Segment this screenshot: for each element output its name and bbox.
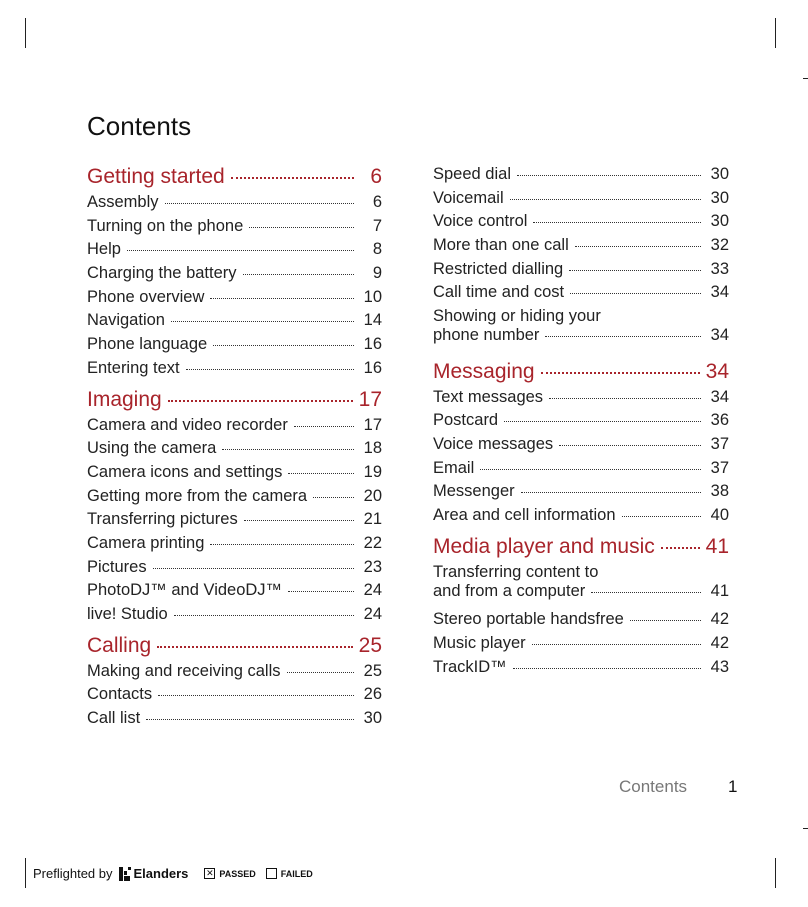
toc-entry[interactable]: Call time and cost 34	[433, 283, 729, 302]
toc-entry[interactable]: Phone overview 10	[87, 287, 382, 306]
toc-section-heading[interactable]: Imaging 17	[87, 387, 382, 411]
toc-entry[interactable]: Showing or hiding your phone number 34	[433, 307, 729, 345]
toc-entry[interactable]: Camera icons and settings 19	[87, 462, 382, 481]
preflight-brand: Elanders	[133, 866, 189, 881]
preflight-stamp	[33, 866, 323, 881]
toc-entry[interactable]: More than one call 32	[433, 236, 729, 255]
crop-mark	[803, 78, 808, 79]
toc-entry[interactable]: Making and receiving calls 25	[87, 661, 382, 680]
toc-entry[interactable]: Messenger 38	[433, 482, 729, 501]
passed-label: PASSED	[219, 868, 256, 879]
toc-entry[interactable]: PhotoDJ™ and VideoDJ™ 24	[87, 581, 382, 600]
footer-section-label: Contents	[619, 777, 688, 796]
toc-entry-list	[87, 193, 382, 383]
toc-entry[interactable]: Camera printing 22	[87, 533, 382, 552]
toc-entry[interactable]: Transferring content to and from a computer 41	[433, 562, 729, 600]
passed-checkbox: ✕	[206, 868, 214, 878]
toc-entry[interactable]: Transferring pictures 21	[87, 510, 382, 529]
crop-mark	[25, 18, 26, 48]
toc-entry[interactable]: Speed dial 30	[433, 165, 729, 183]
toc-entry-list	[433, 563, 729, 682]
toc-entry-list	[87, 662, 382, 733]
toc-entry[interactable]: Voice messages 37	[433, 435, 729, 453]
toc-section-heading[interactable]: Getting started 6	[87, 165, 382, 188]
crop-mark	[25, 858, 26, 888]
page-number: 1	[728, 777, 738, 796]
toc-entry[interactable]: Help 8	[87, 240, 382, 259]
failed-checkbox	[266, 868, 277, 879]
toc-left-column	[87, 165, 382, 733]
crop-mark	[775, 18, 776, 48]
toc-entry[interactable]: Getting more from the camera 20	[87, 486, 382, 505]
toc-section-heading[interactable]: Media player and music 41	[433, 534, 729, 558]
toc-entry[interactable]: live! Studio 24	[87, 605, 382, 623]
toc-entry[interactable]: Turning on the phone 7	[87, 216, 382, 235]
toc-entry[interactable]: Voicemail 30	[433, 188, 729, 207]
toc-entry[interactable]: Text messages 34	[433, 387, 729, 406]
toc-entry[interactable]: Entering text 16	[87, 358, 382, 377]
toc-entry[interactable]: Contacts 26	[87, 685, 382, 704]
toc-entry[interactable]: Assembly 6	[87, 193, 382, 211]
toc-entry[interactable]: Stereo portable handsfree 42	[433, 610, 729, 629]
toc-entry[interactable]: Area and cell information 40	[433, 506, 729, 525]
toc-entry[interactable]: TrackID™ 43	[433, 657, 729, 676]
toc-section-heading[interactable]: Messaging 34	[433, 359, 729, 383]
toc-section-heading[interactable]: Calling 25	[87, 633, 382, 657]
toc-entry[interactable]: Pictures 23	[87, 557, 382, 576]
toc-entry[interactable]: Call list 30	[87, 709, 382, 728]
toc-entry[interactable]: Using the camera 18	[87, 439, 382, 458]
toc-entry[interactable]: Restricted dialling 33	[433, 259, 729, 278]
toc-entry-list	[433, 165, 729, 355]
toc-entry[interactable]: Voice control 30	[433, 212, 729, 231]
elanders-logo-icon	[119, 867, 131, 881]
toc-entry[interactable]: Email 37	[433, 458, 729, 477]
toc-entry-list	[87, 416, 382, 629]
toc-right-column	[433, 165, 729, 681]
crop-mark	[803, 828, 808, 829]
page-title: Contents	[87, 111, 192, 141]
preflight-label: Preflighted by	[33, 866, 113, 881]
toc-entry[interactable]: Charging the battery 9	[87, 264, 382, 283]
toc-entry[interactable]: Navigation 14	[87, 311, 382, 330]
toc-entry-list	[433, 388, 729, 530]
failed-label: FAILED	[280, 868, 313, 879]
toc-entry[interactable]: Music player 42	[433, 633, 729, 652]
toc-entry[interactable]: Phone language 16	[87, 335, 382, 354]
toc-entry[interactable]: Camera and video recorder 17	[87, 415, 382, 434]
toc-entry[interactable]: Postcard 36	[433, 411, 729, 430]
crop-mark	[775, 858, 776, 888]
